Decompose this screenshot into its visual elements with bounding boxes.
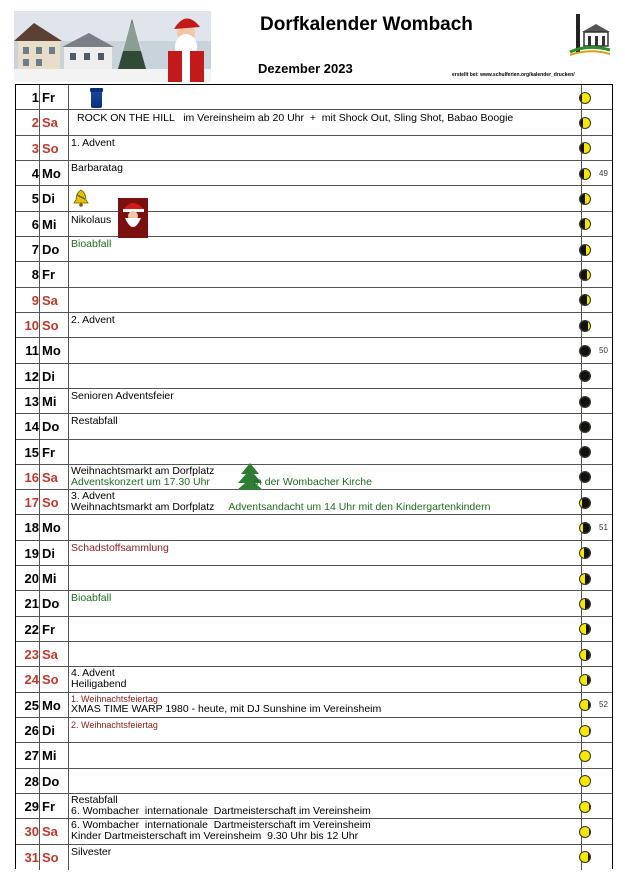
moon-phase-icon bbox=[579, 522, 591, 534]
column-divider bbox=[39, 490, 40, 514]
day-number: 13 bbox=[24, 393, 39, 409]
day-number: 29 bbox=[24, 799, 39, 815]
column-divider bbox=[39, 667, 40, 691]
column-divider bbox=[68, 591, 69, 615]
column-divider bbox=[39, 566, 40, 590]
calendar-row bbox=[16, 515, 612, 540]
day-number: 15 bbox=[24, 444, 39, 460]
column-divider bbox=[39, 440, 40, 464]
day-number: 10 bbox=[24, 317, 39, 333]
day-events bbox=[71, 668, 579, 692]
calendar-row bbox=[16, 693, 612, 718]
day-events bbox=[71, 390, 579, 414]
weekday-label: Sa bbox=[42, 647, 58, 663]
trash-bin-icon bbox=[71, 86, 579, 110]
weekday-label: Fr bbox=[42, 621, 55, 637]
column-divider bbox=[39, 262, 40, 286]
day-number: 4 bbox=[31, 165, 39, 181]
column-divider bbox=[39, 465, 40, 489]
column-divider bbox=[39, 642, 40, 666]
day-number: 2 bbox=[31, 115, 39, 131]
column-divider bbox=[39, 769, 40, 793]
calendar-row bbox=[16, 566, 612, 591]
day-number: 8 bbox=[31, 267, 39, 283]
calendar-row bbox=[16, 338, 612, 363]
day-number: 26 bbox=[24, 723, 39, 739]
event-text: XMAS TIME WARP 1980 - heute, mit DJ Sunshine im Vereinsheim bbox=[71, 702, 382, 715]
event-text: Adventskonzert um 17.30 Uhr in der Wombacher Kirche bbox=[71, 475, 372, 488]
day-events bbox=[71, 770, 579, 794]
day-number: 31 bbox=[24, 849, 39, 865]
week-number: 50 bbox=[599, 345, 608, 355]
day-events bbox=[71, 213, 579, 237]
calendar-row bbox=[16, 642, 612, 667]
moon-phase-icon bbox=[579, 396, 591, 408]
moon-phase-icon bbox=[579, 446, 591, 458]
column-divider bbox=[39, 364, 40, 388]
column-divider bbox=[39, 186, 40, 210]
column-divider bbox=[68, 237, 69, 261]
weekday-label: Di bbox=[42, 368, 55, 384]
weekday-label: Mi bbox=[42, 216, 57, 232]
event-text: 1. Advent bbox=[71, 136, 115, 149]
column-divider bbox=[68, 642, 69, 666]
calendar-row bbox=[16, 161, 612, 186]
moon-phase-icon bbox=[579, 826, 591, 838]
weekday-label: Do bbox=[42, 773, 60, 789]
calendar-row bbox=[16, 186, 612, 211]
moon-phase-icon bbox=[579, 775, 591, 787]
column-divider bbox=[68, 515, 69, 539]
weekday-label: Sa bbox=[42, 824, 58, 840]
moon-phase-icon bbox=[579, 294, 591, 306]
calendar-row bbox=[16, 389, 612, 414]
day-events bbox=[71, 137, 579, 161]
day-events bbox=[71, 314, 579, 338]
event-text: Schadstoffsammlung bbox=[71, 541, 169, 554]
weekday-label: Di bbox=[42, 545, 55, 561]
weekday-label: Sa bbox=[42, 292, 58, 308]
calendar-row bbox=[16, 794, 612, 819]
weekday-label: Do bbox=[42, 596, 60, 612]
column-divider bbox=[68, 440, 69, 464]
day-number: 27 bbox=[24, 748, 39, 764]
event-text: Nikolaus bbox=[71, 213, 112, 226]
day-number: 28 bbox=[24, 773, 39, 789]
day-events bbox=[71, 491, 579, 515]
calendar-row bbox=[16, 364, 612, 389]
event-text: Barbaratag bbox=[71, 161, 123, 174]
column-divider bbox=[68, 845, 69, 870]
moon-phase-icon bbox=[579, 573, 591, 585]
weekday-label: Mo bbox=[42, 343, 61, 359]
calendar-row bbox=[16, 819, 612, 844]
column-divider bbox=[39, 85, 40, 109]
calendar-row bbox=[16, 262, 612, 287]
column-divider bbox=[68, 212, 69, 236]
calendar-row bbox=[16, 591, 612, 616]
day-number: 18 bbox=[24, 520, 39, 536]
moon-phase-icon bbox=[579, 193, 591, 205]
day-events bbox=[71, 516, 579, 540]
moon-phase-icon bbox=[579, 725, 591, 737]
column-divider bbox=[39, 693, 40, 717]
weekday-label: So bbox=[42, 849, 59, 865]
day-number: 22 bbox=[24, 621, 39, 637]
event-text: 6. Wombacher internationale Dartmeisterschaft im Vereinsheim bbox=[71, 819, 371, 832]
day-number: 5 bbox=[31, 191, 39, 207]
moon-phase-icon bbox=[579, 142, 591, 154]
column-divider bbox=[39, 541, 40, 565]
moon-phase-icon bbox=[579, 117, 591, 129]
moon-phase-icon bbox=[579, 851, 591, 863]
event-text: Bioabfall bbox=[71, 592, 112, 605]
column-divider bbox=[39, 288, 40, 312]
event-text: 2. Advent bbox=[71, 313, 115, 326]
event-text: ROCK ON THE HILL im Vereinsheim ab 20 Uhr + mit Shock Out, Sling Shot, Babao Boogie bbox=[77, 112, 514, 125]
column-divider bbox=[68, 110, 69, 134]
calendar-row bbox=[16, 110, 612, 135]
day-number: 24 bbox=[24, 672, 39, 688]
column-divider bbox=[68, 313, 69, 337]
weekday-label: Sa bbox=[42, 469, 58, 485]
calendar-row bbox=[16, 743, 612, 768]
day-events bbox=[71, 289, 579, 313]
moon-phase-icon bbox=[579, 269, 591, 281]
day-number: 20 bbox=[24, 571, 39, 587]
column-divider bbox=[39, 718, 40, 742]
column-divider bbox=[39, 819, 40, 843]
day-events bbox=[71, 441, 579, 465]
moon-phase-icon bbox=[579, 320, 591, 332]
month-title: Dezember 2023 bbox=[258, 61, 353, 76]
weekday-label: Mi bbox=[42, 748, 57, 764]
column-divider bbox=[68, 693, 69, 717]
day-events bbox=[71, 542, 579, 566]
column-divider bbox=[39, 414, 40, 438]
day-number: 23 bbox=[24, 647, 39, 663]
moon-phase-icon bbox=[579, 699, 591, 711]
weekday-label: Mi bbox=[42, 571, 57, 587]
calendar-table bbox=[15, 84, 613, 869]
day-events bbox=[71, 719, 579, 743]
moon-phase-icon bbox=[579, 801, 591, 813]
column-divider bbox=[39, 110, 40, 134]
calendar-row bbox=[16, 769, 612, 794]
column-divider bbox=[68, 465, 69, 489]
day-events bbox=[71, 365, 579, 389]
calendar-row bbox=[16, 465, 612, 490]
page-title: Dorfkalender Wombach bbox=[260, 14, 473, 35]
column-divider bbox=[39, 136, 40, 160]
column-divider bbox=[39, 389, 40, 413]
column-divider bbox=[68, 769, 69, 793]
event-text: 2. Weihnachtsfeiertag bbox=[71, 720, 158, 731]
column-divider bbox=[39, 313, 40, 337]
calendar-row bbox=[16, 313, 612, 338]
column-divider bbox=[39, 338, 40, 362]
day-number: 6 bbox=[31, 216, 39, 232]
moon-phase-icon bbox=[579, 497, 591, 509]
column-divider bbox=[68, 389, 69, 413]
day-number: 30 bbox=[24, 824, 39, 840]
calendar-row bbox=[16, 490, 612, 515]
column-divider bbox=[68, 718, 69, 742]
calendar-row bbox=[16, 288, 612, 313]
moon-phase-icon bbox=[579, 244, 591, 256]
event-text: 6. Wombacher internationale Dartmeisterschaft im Vereinsheim bbox=[71, 805, 371, 818]
moon-phase-icon bbox=[579, 421, 591, 433]
day-number: 12 bbox=[24, 368, 39, 384]
weekday-label: Fr bbox=[42, 444, 55, 460]
day-events bbox=[71, 567, 579, 591]
day-number: 16 bbox=[24, 469, 39, 485]
column-divider bbox=[39, 794, 40, 818]
column-divider bbox=[68, 262, 69, 286]
day-events bbox=[71, 111, 579, 135]
day-number: 11 bbox=[25, 343, 39, 359]
day-events bbox=[71, 162, 579, 186]
calendar-row bbox=[16, 845, 612, 870]
day-events bbox=[71, 846, 579, 871]
credit-text[interactable]: erstellt bei: www.schulferien.org/kalender_drucken/ bbox=[452, 72, 575, 78]
column-divider bbox=[68, 364, 69, 388]
day-number: 19 bbox=[24, 545, 39, 561]
event-text: Restabfall bbox=[71, 794, 118, 807]
event-text: 4. Advent bbox=[71, 667, 115, 680]
moon-phase-icon bbox=[579, 92, 591, 104]
weekday-label: Di bbox=[42, 723, 55, 739]
weekday-label: Di bbox=[42, 191, 55, 207]
day-events bbox=[71, 820, 579, 844]
day-events bbox=[71, 415, 579, 439]
day-events bbox=[71, 618, 579, 642]
day-number: 14 bbox=[24, 419, 39, 435]
moon-phase-icon bbox=[579, 598, 591, 610]
moon-phase-icon bbox=[579, 674, 591, 686]
column-divider bbox=[68, 566, 69, 590]
column-divider bbox=[68, 136, 69, 160]
day-events bbox=[71, 795, 579, 819]
day-events bbox=[71, 339, 579, 363]
day-events bbox=[71, 466, 579, 490]
column-divider bbox=[39, 237, 40, 261]
week-number: 51 bbox=[599, 523, 608, 533]
weekday-label: Mo bbox=[42, 697, 61, 713]
week-number: 49 bbox=[599, 168, 608, 178]
day-events bbox=[71, 643, 579, 667]
moon-phase-icon bbox=[579, 471, 591, 483]
moon-phase-icon bbox=[579, 649, 591, 661]
day-events bbox=[71, 263, 579, 287]
weekday-label: Mi bbox=[42, 393, 57, 409]
day-events bbox=[71, 694, 579, 718]
calendar-row bbox=[16, 718, 612, 743]
day-number: 3 bbox=[31, 140, 39, 156]
weekday-label: Do bbox=[42, 241, 60, 257]
calendar-row bbox=[16, 541, 612, 566]
weekday-label: So bbox=[42, 140, 59, 156]
column-divider bbox=[39, 515, 40, 539]
day-events bbox=[71, 86, 579, 110]
column-divider bbox=[68, 743, 69, 767]
calendar-row bbox=[16, 136, 612, 161]
calendar-row bbox=[16, 617, 612, 642]
weekday-label: Mo bbox=[42, 165, 61, 181]
column-divider bbox=[68, 338, 69, 362]
day-events bbox=[71, 592, 579, 616]
calendar-row bbox=[16, 440, 612, 465]
column-divider bbox=[68, 414, 69, 438]
header-photo bbox=[14, 11, 211, 82]
moon-phase-icon bbox=[579, 218, 591, 230]
column-divider bbox=[68, 85, 69, 109]
calendar-row bbox=[16, 414, 612, 439]
moon-phase-icon bbox=[579, 623, 591, 635]
column-divider bbox=[68, 161, 69, 185]
event-text: Silvester bbox=[71, 845, 112, 858]
column-divider bbox=[39, 591, 40, 615]
day-number: 21 bbox=[24, 596, 39, 612]
event-text: 1. Weihnachtsfeiertag bbox=[71, 693, 158, 704]
column-divider bbox=[68, 288, 69, 312]
event-text: Restabfall bbox=[71, 415, 118, 428]
day-number: 17 bbox=[24, 495, 39, 511]
column-divider bbox=[39, 743, 40, 767]
day-number: 9 bbox=[31, 292, 39, 308]
event-text: Weihnachtsmarkt am Dorfplatz bbox=[71, 464, 215, 477]
weekday-label: Fr bbox=[42, 799, 55, 815]
village-logo-icon bbox=[568, 12, 612, 56]
day-events bbox=[71, 744, 579, 768]
column-divider bbox=[68, 617, 69, 641]
weekday-label: Fr bbox=[42, 90, 55, 105]
column-divider bbox=[68, 819, 69, 843]
column-divider bbox=[39, 617, 40, 641]
day-number: 25 bbox=[24, 697, 39, 713]
moon-phase-icon bbox=[579, 345, 591, 357]
event-text: Senioren Adventsfeier bbox=[71, 389, 174, 402]
weekday-label: So bbox=[42, 495, 59, 511]
moon-phase-icon bbox=[579, 547, 591, 559]
column-divider bbox=[68, 667, 69, 691]
column-divider bbox=[68, 541, 69, 565]
column-divider bbox=[68, 794, 69, 818]
column-divider bbox=[68, 490, 69, 514]
day-number: 7 bbox=[31, 241, 39, 257]
event-text: Bioabfall bbox=[71, 237, 112, 250]
column-divider bbox=[68, 186, 69, 210]
moon-phase-icon bbox=[579, 750, 591, 762]
column-divider bbox=[39, 161, 40, 185]
column-divider bbox=[39, 212, 40, 236]
day-number: 1 bbox=[31, 90, 39, 105]
weekday-label: Fr bbox=[42, 267, 55, 283]
column-divider bbox=[39, 845, 40, 870]
week-number: 52 bbox=[599, 700, 608, 710]
event-text: Kinder Dartmeisterschaft im Vereinsheim 9.30 Uhr bis 12 Uhr bbox=[71, 830, 359, 843]
moon-phase-icon bbox=[579, 370, 591, 382]
event-text: Weihnachtsmarkt am Dorfplatz Adventsandacht um 14 Uhr mit den Kindergartenkindern bbox=[71, 501, 491, 514]
calendar-row bbox=[16, 237, 612, 262]
event-text: Heiligabend bbox=[71, 678, 127, 691]
weekday-label: So bbox=[42, 317, 59, 333]
weekday-label: So bbox=[42, 672, 59, 688]
calendar-row bbox=[16, 85, 612, 110]
weekday-label: Sa bbox=[42, 115, 58, 131]
moon-phase-icon bbox=[579, 168, 591, 180]
calendar-row bbox=[16, 667, 612, 692]
weekday-label: Mo bbox=[42, 520, 61, 536]
event-text: 3. Advent bbox=[71, 490, 115, 503]
calendar-row bbox=[16, 212, 612, 237]
day-events bbox=[71, 238, 579, 262]
weekday-label: Do bbox=[42, 419, 60, 435]
